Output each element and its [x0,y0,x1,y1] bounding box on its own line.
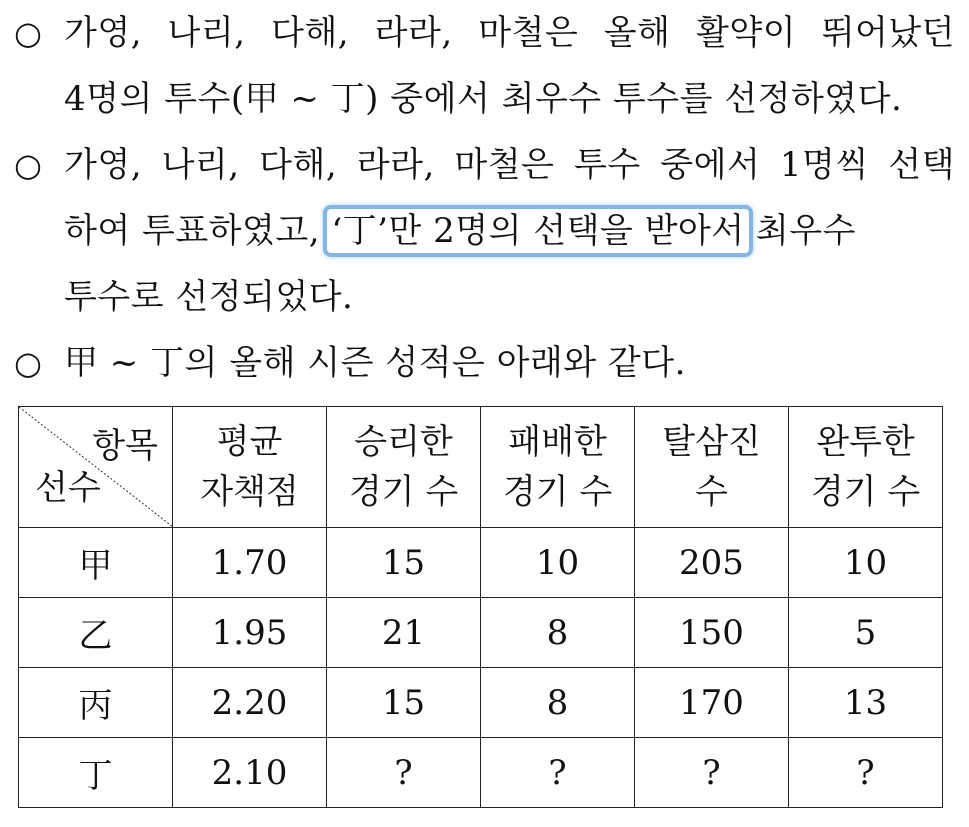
table-cell: 15 [327,528,481,598]
player-name-cell: 丙 [19,668,173,738]
table-header-row [19,407,943,528]
table-row [19,738,943,808]
table-cell: 1.95 [173,598,327,668]
bullet-2-line-1: 가영, 나리, 다해, 라라, 마철은 투수 중에서 1명씩 선택 [64,145,955,185]
column-header-line: 평균 [216,422,283,462]
table-cell: 1.70 [173,528,327,598]
table-cell: ? [635,738,789,808]
corner-label-player: 선수 [35,468,101,508]
bullet-2-line-2-end: 최우수 [744,211,856,251]
bullet-3-line-1: 甲 ~ 丁의 올해 시즌 성적은 아래와 같다. [64,343,686,383]
table-cell: 10 [789,528,943,598]
column-header-line: 경기 수 [348,472,459,512]
column-header [481,407,635,528]
column-header [789,407,943,528]
column-header [173,407,327,528]
text-section [0,0,969,396]
column-header-line: 탈삼진 [662,422,761,462]
column-header-line: 경기 수 [502,472,613,512]
table-cell: 8 [481,598,635,668]
corner-header-cell [19,407,173,528]
table-cell: 170 [635,668,789,738]
bullet-1-line-1: 가영, 나리, 다해, 라라, 마철은 올해 활약이 뛰어났던 [64,13,955,53]
table-cell: 8 [481,668,635,738]
column-header-line: 패배한 [508,422,607,462]
bullet-marker: ○ [14,14,43,52]
bullet-marker: ○ [14,146,43,184]
corner-label-item: 항목 [92,426,158,466]
column-header-line: 자책점 [200,472,299,512]
bullet-marker: ○ [14,344,43,382]
column-header [327,407,481,528]
table-cell: 150 [635,598,789,668]
table-row [19,598,943,668]
table-cell: 2.20 [173,668,327,738]
bullet-2-line-2 [64,198,955,264]
bullet-1 [0,0,969,132]
bullet-2-line-3: 투수로 선정되었다. [64,277,354,317]
column-header [635,407,789,528]
table-cell: 10 [481,528,635,598]
table-cell: 13 [789,668,943,738]
table-cell: ? [789,738,943,808]
table-cell: ? [481,738,635,808]
bullet-1-line-2: 4명의 투수(甲 ~ 丁) 중에서 최우수 투수를 선정하였다. [64,79,903,119]
table-cell: 205 [635,528,789,598]
player-name-cell: 乙 [19,598,173,668]
table-cell: 5 [789,598,943,668]
table-row [19,668,943,738]
column-header-line: 수 [695,472,728,512]
table-cell: 2.10 [173,738,327,808]
bullet-3 [0,330,969,396]
column-header-line: 경기 수 [810,472,921,512]
player-name-cell: 甲 [19,528,173,598]
player-name-cell: 丁 [19,738,173,808]
table-cell: 15 [327,668,481,738]
table-cell: 21 [327,598,481,668]
highlighted-phrase: ‘丁’만 2명의 선택을 받아서 [323,205,752,257]
bullet-2 [0,132,969,330]
table-cell: ? [327,738,481,808]
column-header-line: 승리한 [354,422,453,462]
column-header-line: 완투한 [816,422,915,462]
bullet-2-line-2-start: 하여 투표하였고, [64,211,332,251]
table-row [19,528,943,598]
pitcher-stats-table [18,406,943,808]
